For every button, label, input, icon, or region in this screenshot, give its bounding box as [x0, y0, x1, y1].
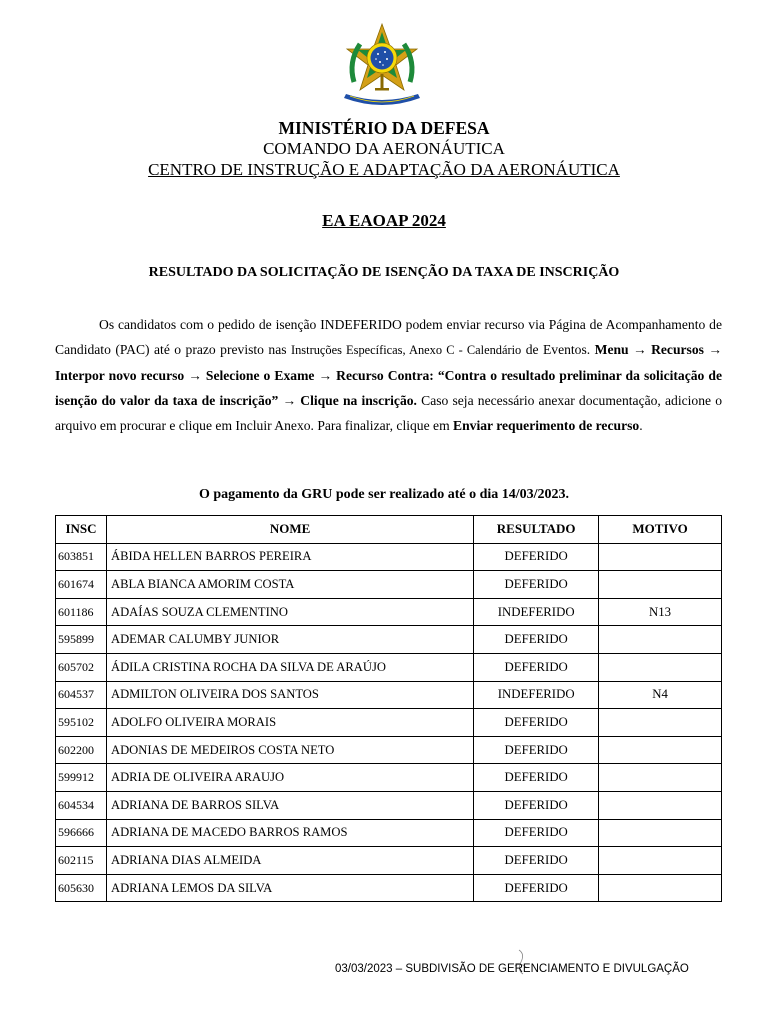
cell-motivo — [599, 571, 722, 599]
cell-resultado: INDEFERIDO — [474, 598, 599, 626]
table-row — [56, 626, 722, 654]
table-row — [56, 736, 722, 764]
table-row — [56, 847, 722, 875]
cell-nome: ADMILTON OLIVEIRA DOS SANTOS — [106, 681, 473, 709]
cell-nome: ADONIAS DE MEDEIROS COSTA NETO — [106, 736, 473, 764]
paragraph-text: . — [639, 418, 643, 433]
cell-motivo — [599, 847, 722, 875]
cell-nome: ADRIANA DIAS ALMEIDA — [106, 847, 473, 875]
table-row — [56, 764, 722, 792]
cell-insc: 605702 — [56, 653, 107, 681]
cell-motivo — [599, 709, 722, 737]
result-title: RESULTADO DA SOLICITAÇÃO DE ISENÇÃO DA TAXA DE INSCRIÇÃO — [148, 265, 620, 280]
table-row — [56, 681, 722, 709]
cell-insc: 604534 — [56, 791, 107, 819]
table-row — [56, 571, 722, 599]
center-heading: CENTRO DE INSTRUÇÃO E ADAPTAÇÃO DA AERONÁUTICA — [148, 160, 620, 179]
header-resultado: RESULTADO — [474, 516, 599, 544]
cell-resultado: DEFERIDO — [474, 874, 599, 902]
cell-resultado: DEFERIDO — [474, 736, 599, 764]
cell-nome: ADRIANA DE MACEDO BARROS RAMOS — [106, 819, 473, 847]
cell-resultado: DEFERIDO — [474, 709, 599, 737]
cell-resultado: DEFERIDO — [474, 819, 599, 847]
cell-motivo — [599, 819, 722, 847]
cell-resultado: DEFERIDO — [474, 791, 599, 819]
cell-nome: ADRIANA LEMOS DA SILVA — [106, 874, 473, 902]
cell-motivo — [599, 874, 722, 902]
cell-nome: ADOLFO OLIVEIRA MORAIS — [106, 709, 473, 737]
table-row — [56, 653, 722, 681]
cell-insc: 601186 — [56, 598, 107, 626]
cell-insc: 605630 — [56, 874, 107, 902]
cell-motivo — [599, 791, 722, 819]
cell-motivo — [599, 626, 722, 654]
paragraph-submit-bold: Enviar requerimento de recurso — [453, 418, 640, 433]
cell-insc: 595899 — [56, 626, 107, 654]
ministry-heading: MINISTÉRIO DA DEFESA — [278, 118, 490, 138]
payment-note: O pagamento da GRU pode ser realizado até o dia 14/03/2023. — [198, 487, 570, 502]
cell-resultado: DEFERIDO — [474, 571, 599, 599]
table-row — [56, 709, 722, 737]
table-row — [56, 543, 722, 571]
table-row — [56, 874, 722, 902]
cell-nome: ADRIA DE OLIVEIRA ARAUJO — [106, 764, 473, 792]
exam-title: EA EAOAP 2024 — [322, 211, 446, 230]
cell-resultado: DEFERIDO — [474, 847, 599, 875]
cell-motivo — [599, 543, 722, 571]
header-nome: NOME — [106, 516, 473, 544]
cell-motivo — [599, 736, 722, 764]
cell-motivo: N13 — [599, 598, 722, 626]
cell-resultado: DEFERIDO — [474, 543, 599, 571]
cell-insc: 602115 — [56, 847, 107, 875]
cell-resultado: INDEFERIDO — [474, 681, 599, 709]
cell-nome: ADAÍAS SOUZA CLEMENTINO — [106, 598, 473, 626]
paragraph-instructions-bold: Menu → Recursos → Interpor novo recurso → Selecione o Exame → Recurso Contra: “Contra o resultado preliminar da solicitação de isenção do valor da taxa de inscrição” → Clique na inscrição. — [55, 342, 722, 408]
footer-text: 03/03/2023 – SUBDIVISÃO DE GERENCIAMENTO E DIVULGAÇÃO — [335, 963, 689, 975]
instructions-paragraph — [55, 312, 722, 438]
paragraph-text: de Eventos. — [521, 342, 595, 357]
brazil-coat-of-arms-icon — [340, 22, 424, 108]
cell-insc: 599912 — [56, 764, 107, 792]
header-insc: INSC — [56, 516, 107, 544]
cell-nome: ADRIANA DE BARROS SILVA — [106, 791, 473, 819]
paragraph-text: Os candidatos com o pedido de isenção INDEFERIDO podem enviar recurso via Página de Acompanhamento de Candidato (PAC) até o prazo previsto nas — [55, 317, 722, 357]
cell-resultado: DEFERIDO — [474, 653, 599, 681]
header-motivo: MOTIVO — [599, 516, 722, 544]
cell-insc: 602200 — [56, 736, 107, 764]
command-heading: COMANDO DA AERONÁUTICA — [263, 139, 505, 158]
cell-insc: 596666 — [56, 819, 107, 847]
cell-nome: ADEMAR CALUMBY JUNIOR — [106, 626, 473, 654]
table-header-row — [56, 516, 722, 544]
table-row — [56, 598, 722, 626]
cell-motivo: N4 — [599, 681, 722, 709]
cell-insc: 601674 — [56, 571, 107, 599]
results-table — [55, 515, 722, 902]
cell-insc: 595102 — [56, 709, 107, 737]
cell-nome: ABLA BIANCA AMORIM COSTA — [106, 571, 473, 599]
cell-resultado: DEFERIDO — [474, 626, 599, 654]
table-row — [56, 819, 722, 847]
table-row — [56, 791, 722, 819]
paragraph-text-narrow: Instruções Específicas, Anexo C - Calendário — [290, 343, 522, 357]
cell-resultado: DEFERIDO — [474, 764, 599, 792]
cell-insc: 604537 — [56, 681, 107, 709]
cell-insc: 603851 — [56, 543, 107, 571]
cell-nome: ÁDILA CRISTINA ROCHA DA SILVA DE ARAÚJO — [106, 653, 473, 681]
paragraph-text: Caso seja necessário anexar documentação, adicione o arquivo em procurar e clique em Incluir Anexo. Para finalizar, clique em — [55, 393, 723, 433]
cell-motivo — [599, 764, 722, 792]
cell-motivo — [599, 653, 722, 681]
cell-nome: ÁBIDA HELLEN BARROS PEREIRA — [106, 543, 473, 571]
